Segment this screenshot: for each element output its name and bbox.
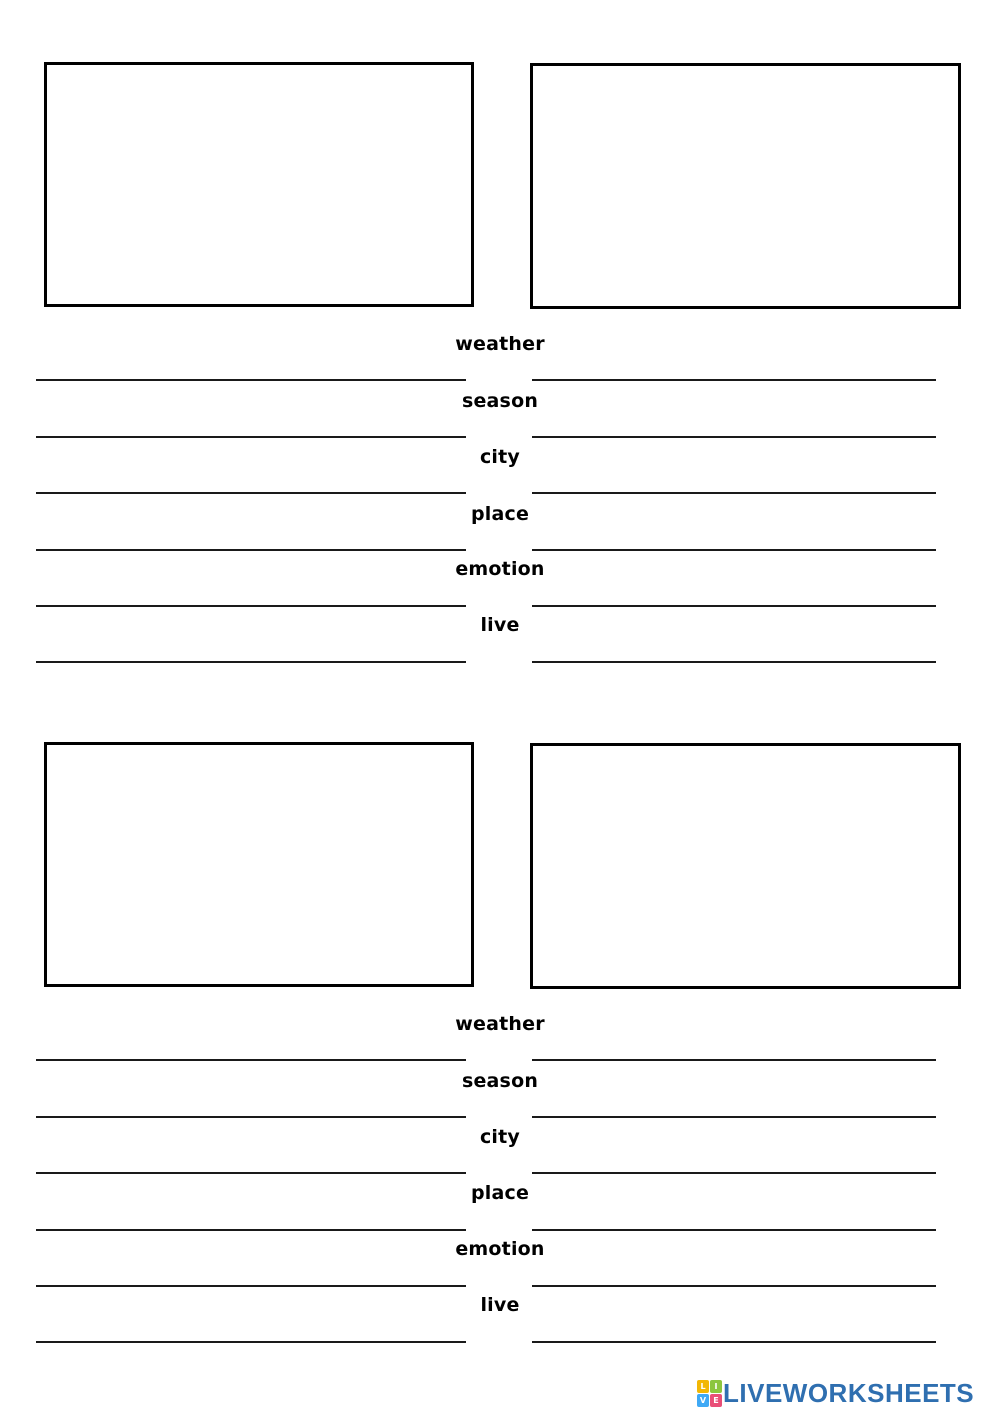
label-season: season [461,1070,539,1092]
answer-line-emotion-right[interactable] [532,605,936,607]
picture-box-4 [530,743,961,989]
answer-line-season-right[interactable] [532,1116,936,1118]
answer-line-live-left[interactable] [36,661,466,663]
answer-line-city-right[interactable] [532,1172,936,1174]
answer-line-live-left[interactable] [36,1341,466,1343]
label-place: place [470,1182,530,1204]
picture-box-1 [44,62,474,307]
liveworksheets-brand [697,1378,974,1408]
answer-line-emotion-left[interactable] [36,1285,466,1287]
label-season: season [461,390,539,412]
label-city: city [479,446,521,468]
answer-line-weather-right[interactable] [532,379,936,381]
answer-line-weather-left[interactable] [36,1059,466,1061]
answer-line-season-left[interactable] [36,436,466,438]
label-weather: weather [455,1013,545,1035]
answer-line-live-right[interactable] [532,661,936,663]
answer-line-weather-left[interactable] [36,379,466,381]
label-place: place [470,503,530,525]
brand-name: LIVEWORKSHEETS [723,1378,975,1408]
logo-letter-v: V [697,1394,709,1407]
label-weather: weather [455,333,545,355]
logo-letter-i: I [710,1380,722,1393]
answer-line-emotion-left[interactable] [36,605,466,607]
label-emotion: emotion [455,558,545,580]
label-city: city [479,1126,521,1148]
logo-letter-l: L [697,1380,709,1393]
answer-line-season-right[interactable] [532,436,936,438]
answer-line-city-left[interactable] [36,492,466,494]
picture-box-2 [530,63,961,309]
picture-box-3 [44,742,474,987]
answer-line-city-left[interactable] [36,1172,466,1174]
label-live: live [480,614,520,636]
liveworksheets-logo-icon [697,1380,721,1406]
label-emotion: emotion [455,1238,545,1260]
answer-line-place-left[interactable] [36,549,466,551]
answer-line-season-left[interactable] [36,1116,466,1118]
answer-line-city-right[interactable] [532,492,936,494]
logo-letter-e: E [710,1394,722,1407]
answer-line-live-right[interactable] [532,1341,936,1343]
answer-line-emotion-right[interactable] [532,1285,936,1287]
answer-line-place-right[interactable] [532,1229,936,1231]
label-live: live [480,1294,520,1316]
answer-line-place-right[interactable] [532,549,936,551]
answer-line-weather-right[interactable] [532,1059,936,1061]
answer-line-place-left[interactable] [36,1229,466,1231]
